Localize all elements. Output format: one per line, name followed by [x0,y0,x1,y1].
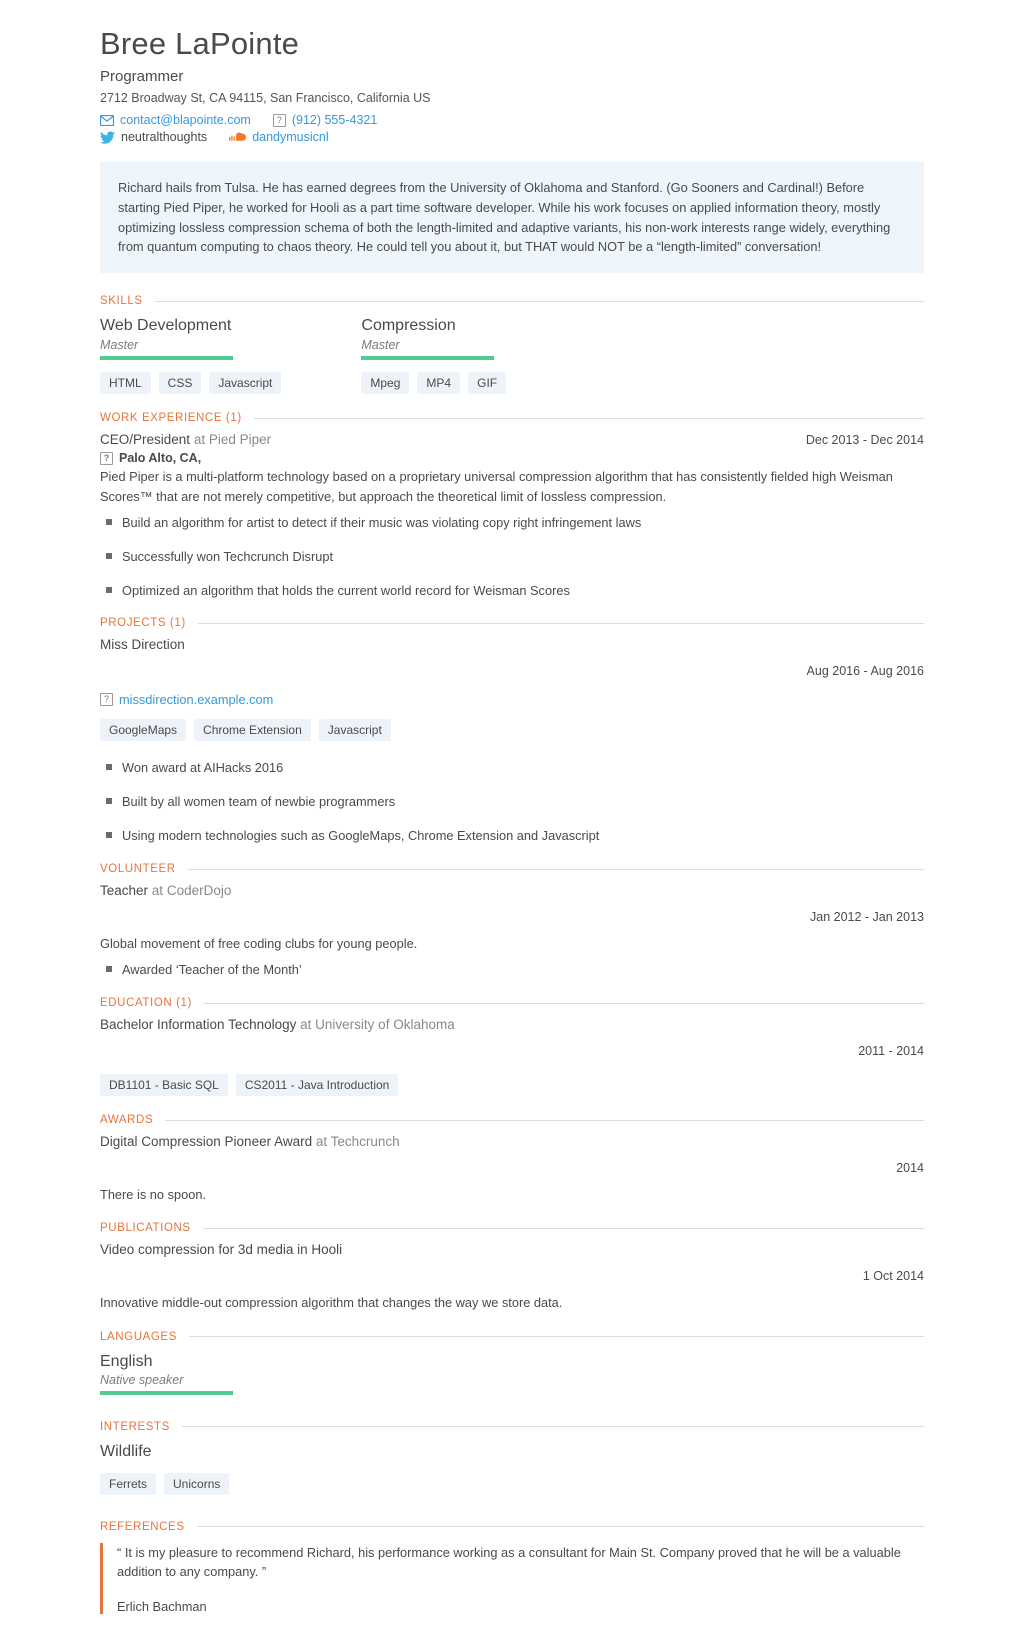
tag: Ferrets [100,1473,156,1495]
award-entry [100,1134,924,1204]
interest-item [100,1443,924,1495]
section-title-awards: AWARDS [100,1114,154,1127]
work-date: Dec 2013 - Dec 2014 [805,433,924,448]
section-title-interests: INTERESTS [100,1420,170,1433]
section-title-volunteer: VOLUNTEER [100,863,176,876]
contact-row-primary [100,113,924,127]
section-header-skills [100,295,924,307]
volunteer-position [100,883,924,898]
skills-list [100,317,924,394]
skill-bar-track [361,356,494,360]
project-tags [100,719,924,741]
education-entry [100,1017,924,1096]
award-title [100,1134,924,1149]
tag: GoogleMaps [100,719,186,741]
education-degree-title: Bachelor Information Technology [100,1017,297,1033]
section-divider [165,1120,924,1121]
section-divider [189,1336,924,1337]
twitter-icon [100,131,115,144]
work-summary: Pied Piper is a multi-platform technology based on a proprietary universal compression algorithm that has consistently fielded high Weisman Scores™ that are not merely competitive, but approach the theoretical limit of lossless compression. [100,469,893,504]
education-courses [100,1074,924,1096]
envelope-icon [100,115,114,126]
section-divider [188,869,924,870]
email-link[interactable]: contact@blapointe.com [120,113,251,127]
project-name: Miss Direction [100,637,185,653]
at-word: at [315,1134,328,1150]
list-item: Built by all women team of newbie programmers [100,793,924,811]
award-awarder: Techcrunch [330,1134,400,1150]
phone-link[interactable]: (912) 555-4321 [291,113,378,127]
list-item: Build an algorithm for artist to detect if their music was violating copy right infringement laws [100,514,924,532]
education-date: 2011 - 2014 [858,1044,924,1059]
section-header-languages [100,1331,924,1343]
skill-name: Compression [361,317,456,335]
section-header-interests [100,1421,924,1433]
volunteer-position-title: Teacher [100,883,149,899]
section-divider [155,301,924,302]
language-bar-track [100,1391,233,1395]
tag: HTML [100,372,151,394]
section-divider [197,1526,924,1527]
tag: CSS [159,372,202,394]
phone-contact[interactable] [273,113,377,127]
volunteer-highlights [100,961,924,979]
section-divider [254,418,924,419]
language-item [100,1353,924,1395]
resume-header [100,26,924,144]
work-entry-header [100,432,924,447]
publication-entry [100,1242,924,1312]
reference-block [100,1543,924,1614]
section-header-education [100,997,924,1009]
language-fluency: Native speaker [100,1372,184,1387]
section-header-projects [100,617,924,629]
section-title-work: WORK EXPERIENCE (1) [100,412,242,425]
section-header-work [100,412,924,424]
language-name: English [100,1352,153,1370]
tag: GIF [468,372,506,394]
skill-name: Web Development [100,317,232,335]
project-entry [100,637,924,845]
award-date: 2014 [896,1161,924,1176]
section-title-references: REFERENCES [100,1520,185,1533]
skill-tags [100,372,281,394]
project-url-link[interactable]: missdirection.example.com [119,692,274,708]
work-location [100,451,924,465]
tag: Chrome Extension [194,719,311,741]
reference-quote: “ It is my pleasure to recommend Richard, his performance working as a consultant for Main St. Company proved that he will be a valuable addition to any company. ” [117,1544,901,1579]
at-word: at [300,1017,312,1033]
skill-item [361,317,506,394]
education-degree [100,1017,924,1032]
project-date: Aug 2016 - Aug 2016 [806,664,924,679]
skill-bar-track [100,356,233,360]
section-divider [182,1426,924,1427]
interest-name: Wildlife [100,1442,152,1460]
tag: Javascript [209,372,281,394]
section-title-education: EDUCATION (1) [100,997,192,1010]
list-item: Won award at AIHacks 2016 [100,759,924,777]
boxed-question-icon: ? [100,693,113,706]
reference-author: Erlich Bachman [117,1598,207,1614]
list-item: Using modern technologies such as GoogleMaps, Chrome Extension and Javascript [100,827,924,845]
interest-keywords [100,1473,924,1495]
list-item: Successfully won Techcrunch Disrupt [100,548,924,566]
section-header-awards [100,1114,924,1126]
section-title-projects: PROJECTS (1) [100,617,186,630]
work-position [100,432,271,447]
section-header-references [100,1521,924,1533]
list-item: Awarded ‘Teacher of the Month’ [100,961,924,979]
twitter-handle: neutralthoughts [121,130,208,144]
volunteer-date: Jan 2012 - Jan 2013 [810,910,924,925]
boxed-question-icon: ? [273,114,286,127]
volunteer-entry [100,883,924,979]
work-company: Pied Piper [208,432,272,448]
at-word: at [193,432,206,448]
volunteer-organization: CoderDojo [166,883,232,899]
soundcloud-icon [229,132,246,142]
section-title-languages: LANGUAGES [100,1330,177,1343]
tag: CS2011 - Java Introduction [236,1074,399,1096]
tag: MP4 [417,372,460,394]
skill-bar-fill [361,356,494,360]
soundcloud-contact[interactable] [229,130,328,144]
section-divider [198,623,924,624]
publication-date: 1 Oct 2014 [862,1269,924,1284]
section-header-publications [100,1222,924,1234]
job-title: Programmer [100,68,184,85]
boxed-question-icon: ? [100,452,113,465]
twitter-contact[interactable] [100,130,207,144]
award-summary: There is no spoon. [100,1187,206,1203]
section-title-publications: PUBLICATIONS [100,1222,191,1235]
award-name: Digital Compression Pioneer Award [100,1134,313,1150]
work-entry [100,432,924,599]
work-highlights [100,514,924,600]
summary-box: Richard hails from Tulsa. He has earned degrees from the University of Oklahoma and Stanford. (Go Sooners and Cardinal!) Before starting Pied Piper, he worked for Hooli as a part time software developer. While his work focuses on applied information theory, mostly optimizing lossless compression schema of both the length-limited and adaptive variants, his non-work interests range widely, everything from quantum computing to chaos theory. He could tell you about it, but THAT would NOT be a “length-limited” conversation! [100,162,924,273]
tag: Unicorns [164,1473,229,1495]
section-header-volunteer [100,863,924,875]
skill-item [100,317,281,394]
list-item: Optimized an algorithm that holds the current world record for Weisman Scores [100,582,924,600]
work-location-text: Palo Alto, CA, [119,451,202,466]
education-institution: University of Oklahoma [315,1017,455,1033]
contact-row-social [100,130,924,144]
skill-tags [361,372,506,394]
email-contact[interactable] [100,113,251,127]
project-highlights [100,759,924,845]
language-bar-fill [100,1391,233,1395]
section-divider [204,1003,924,1004]
address: 2712 Broadway St, CA 94115, San Francisco, California US [100,91,431,105]
tag: DB1101 - Basic SQL [100,1074,228,1096]
page-title: Bree LaPointe [100,26,300,61]
publication-title: Video compression for 3d media in Hooli [100,1242,343,1258]
section-title-skills: SKILLS [100,295,143,308]
skill-level: Master [100,338,139,353]
skill-bar-fill [100,356,233,360]
tag: Javascript [319,719,391,741]
skill-level: Master [361,338,400,353]
publication-summary: Innovative middle-out compression algorithm that changes the way we store data. [100,1295,563,1311]
project-website[interactable] [100,692,924,707]
soundcloud-link[interactable]: dandymusicnl [252,130,329,144]
at-word: at [151,883,164,899]
work-position-title: CEO/President [100,432,191,448]
tag: Mpeg [361,372,409,394]
volunteer-summary: Global movement of free coding clubs for young people. [100,936,418,952]
section-divider [203,1228,924,1229]
